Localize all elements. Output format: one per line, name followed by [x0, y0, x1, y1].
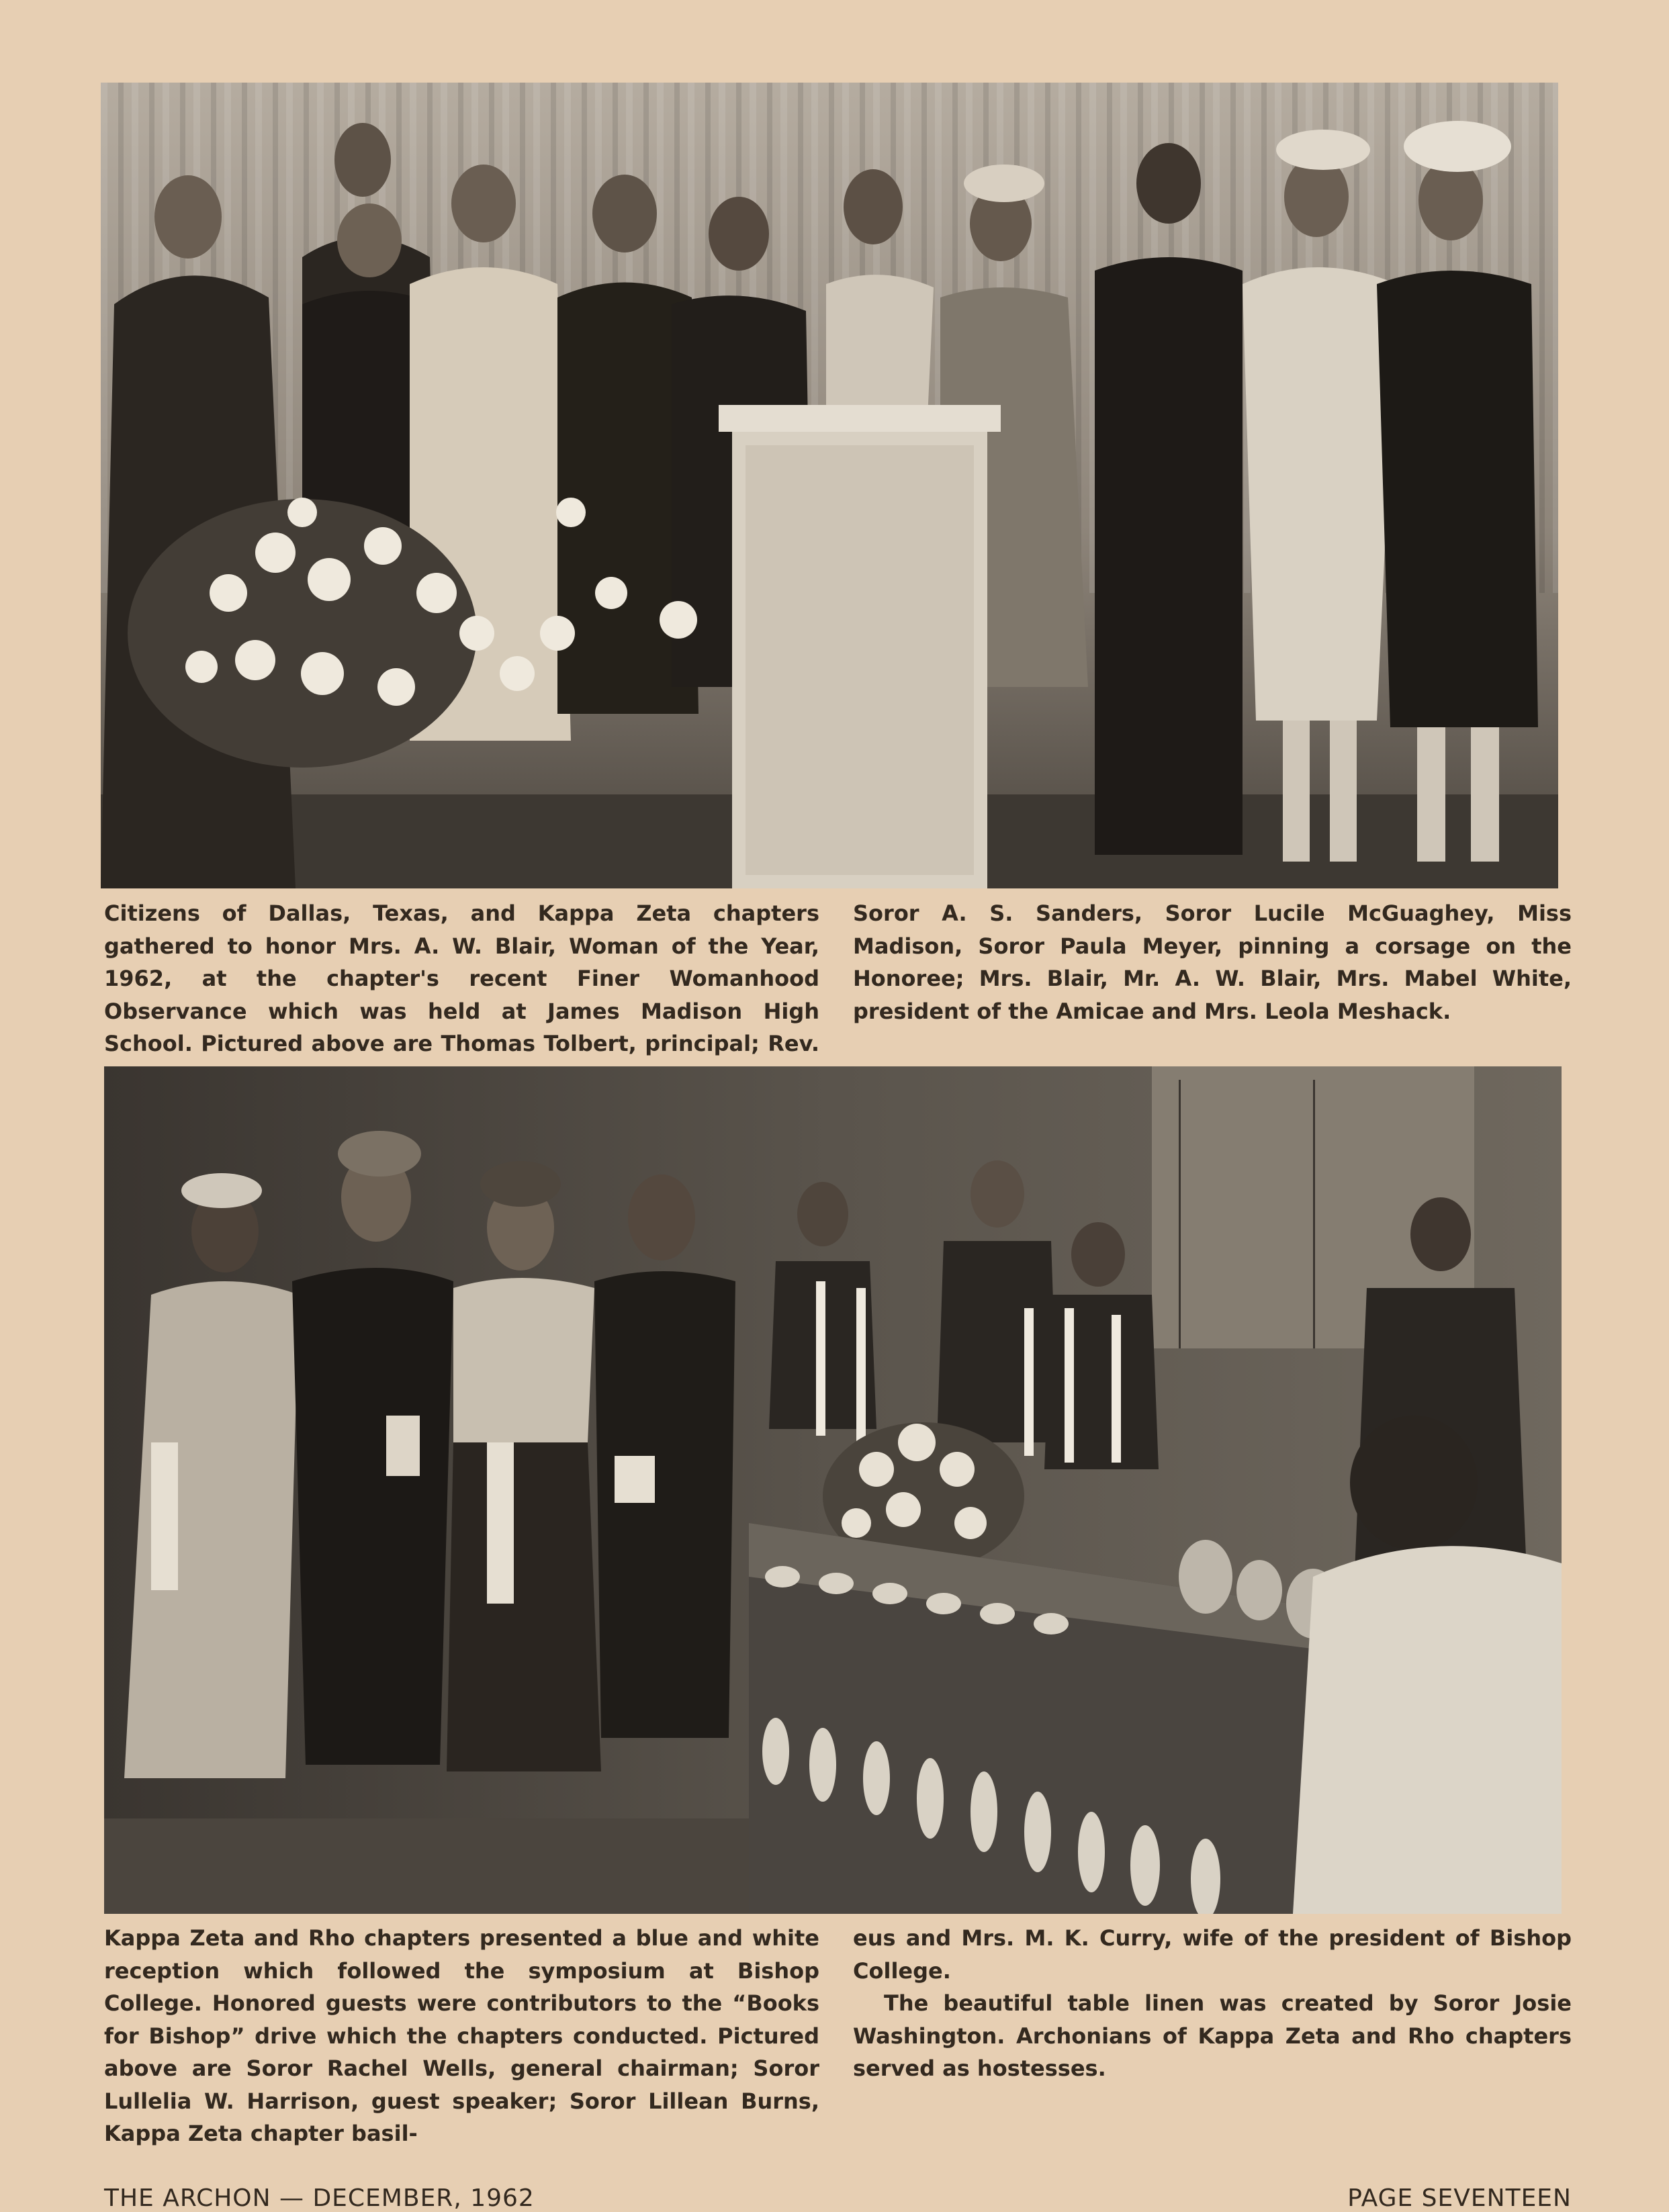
caption-reception-right-column	[853, 1922, 1572, 2085]
photo-honoree-ceremony	[101, 83, 1558, 888]
caption-reception-text-part-3: The beautiful table linen was created by Soror Josie Washington. Archonians of Kappa Zeta and Rho chapters served as hostesses.	[853, 1990, 1572, 2081]
caption-reception-text-part-2: eus and Mrs. M. K. Curry, wife of the president of Bishop College.	[853, 1925, 1572, 1984]
caption-honoree-text-part-2: Soror A. S. Sanders, Soror Lucile McGuaghey, Miss Madison, Soror Paula Meyer, pinning a corsage on the Honoree; Mrs. Blair, Mr. A. W. Blair, Mrs. Mabel White, president of the Amicae and Mrs. Leola Meshack.	[853, 901, 1572, 1024]
photo-reception-image	[104, 1066, 1562, 1914]
caption-honoree-left-column	[104, 897, 819, 1093]
caption-honoree-right-column	[853, 897, 1572, 1027]
footer-page-number: PAGE SEVENTEEN	[1347, 2184, 1572, 2212]
photo-honoree-ceremony-image	[101, 83, 1558, 888]
footer-publication-date: THE ARCHON — DECEMBER, 1962	[104, 2184, 535, 2212]
caption-reception-left-column	[104, 1922, 819, 2150]
photo-reception	[104, 1066, 1562, 1914]
caption-honoree-text-part-1: Citizens of Dallas, Texas, and Kappa Zeta chapters gathered to honor Mrs. A. W. Blair, Woman of the Year, 1962, at the chapter's recent Finer Womanhood Observance which was held at James Madison High School. Pictured above are Thomas Tolbert, principal; Rev.	[104, 901, 819, 1056]
caption-reception-text-part-1: Kappa Zeta and Rho chapters presented a blue and white reception which followed the symposium at Bishop College. Honored guests were contributors to the “Books for Bishop” drive which the chapters conducted. Pictured above are Soror Rachel Wells, general chairman; Soror Lullelia W. Harrison, guest speaker; Soror Lillean Burns, Kappa Zeta chapter basil-	[104, 1925, 819, 2146]
